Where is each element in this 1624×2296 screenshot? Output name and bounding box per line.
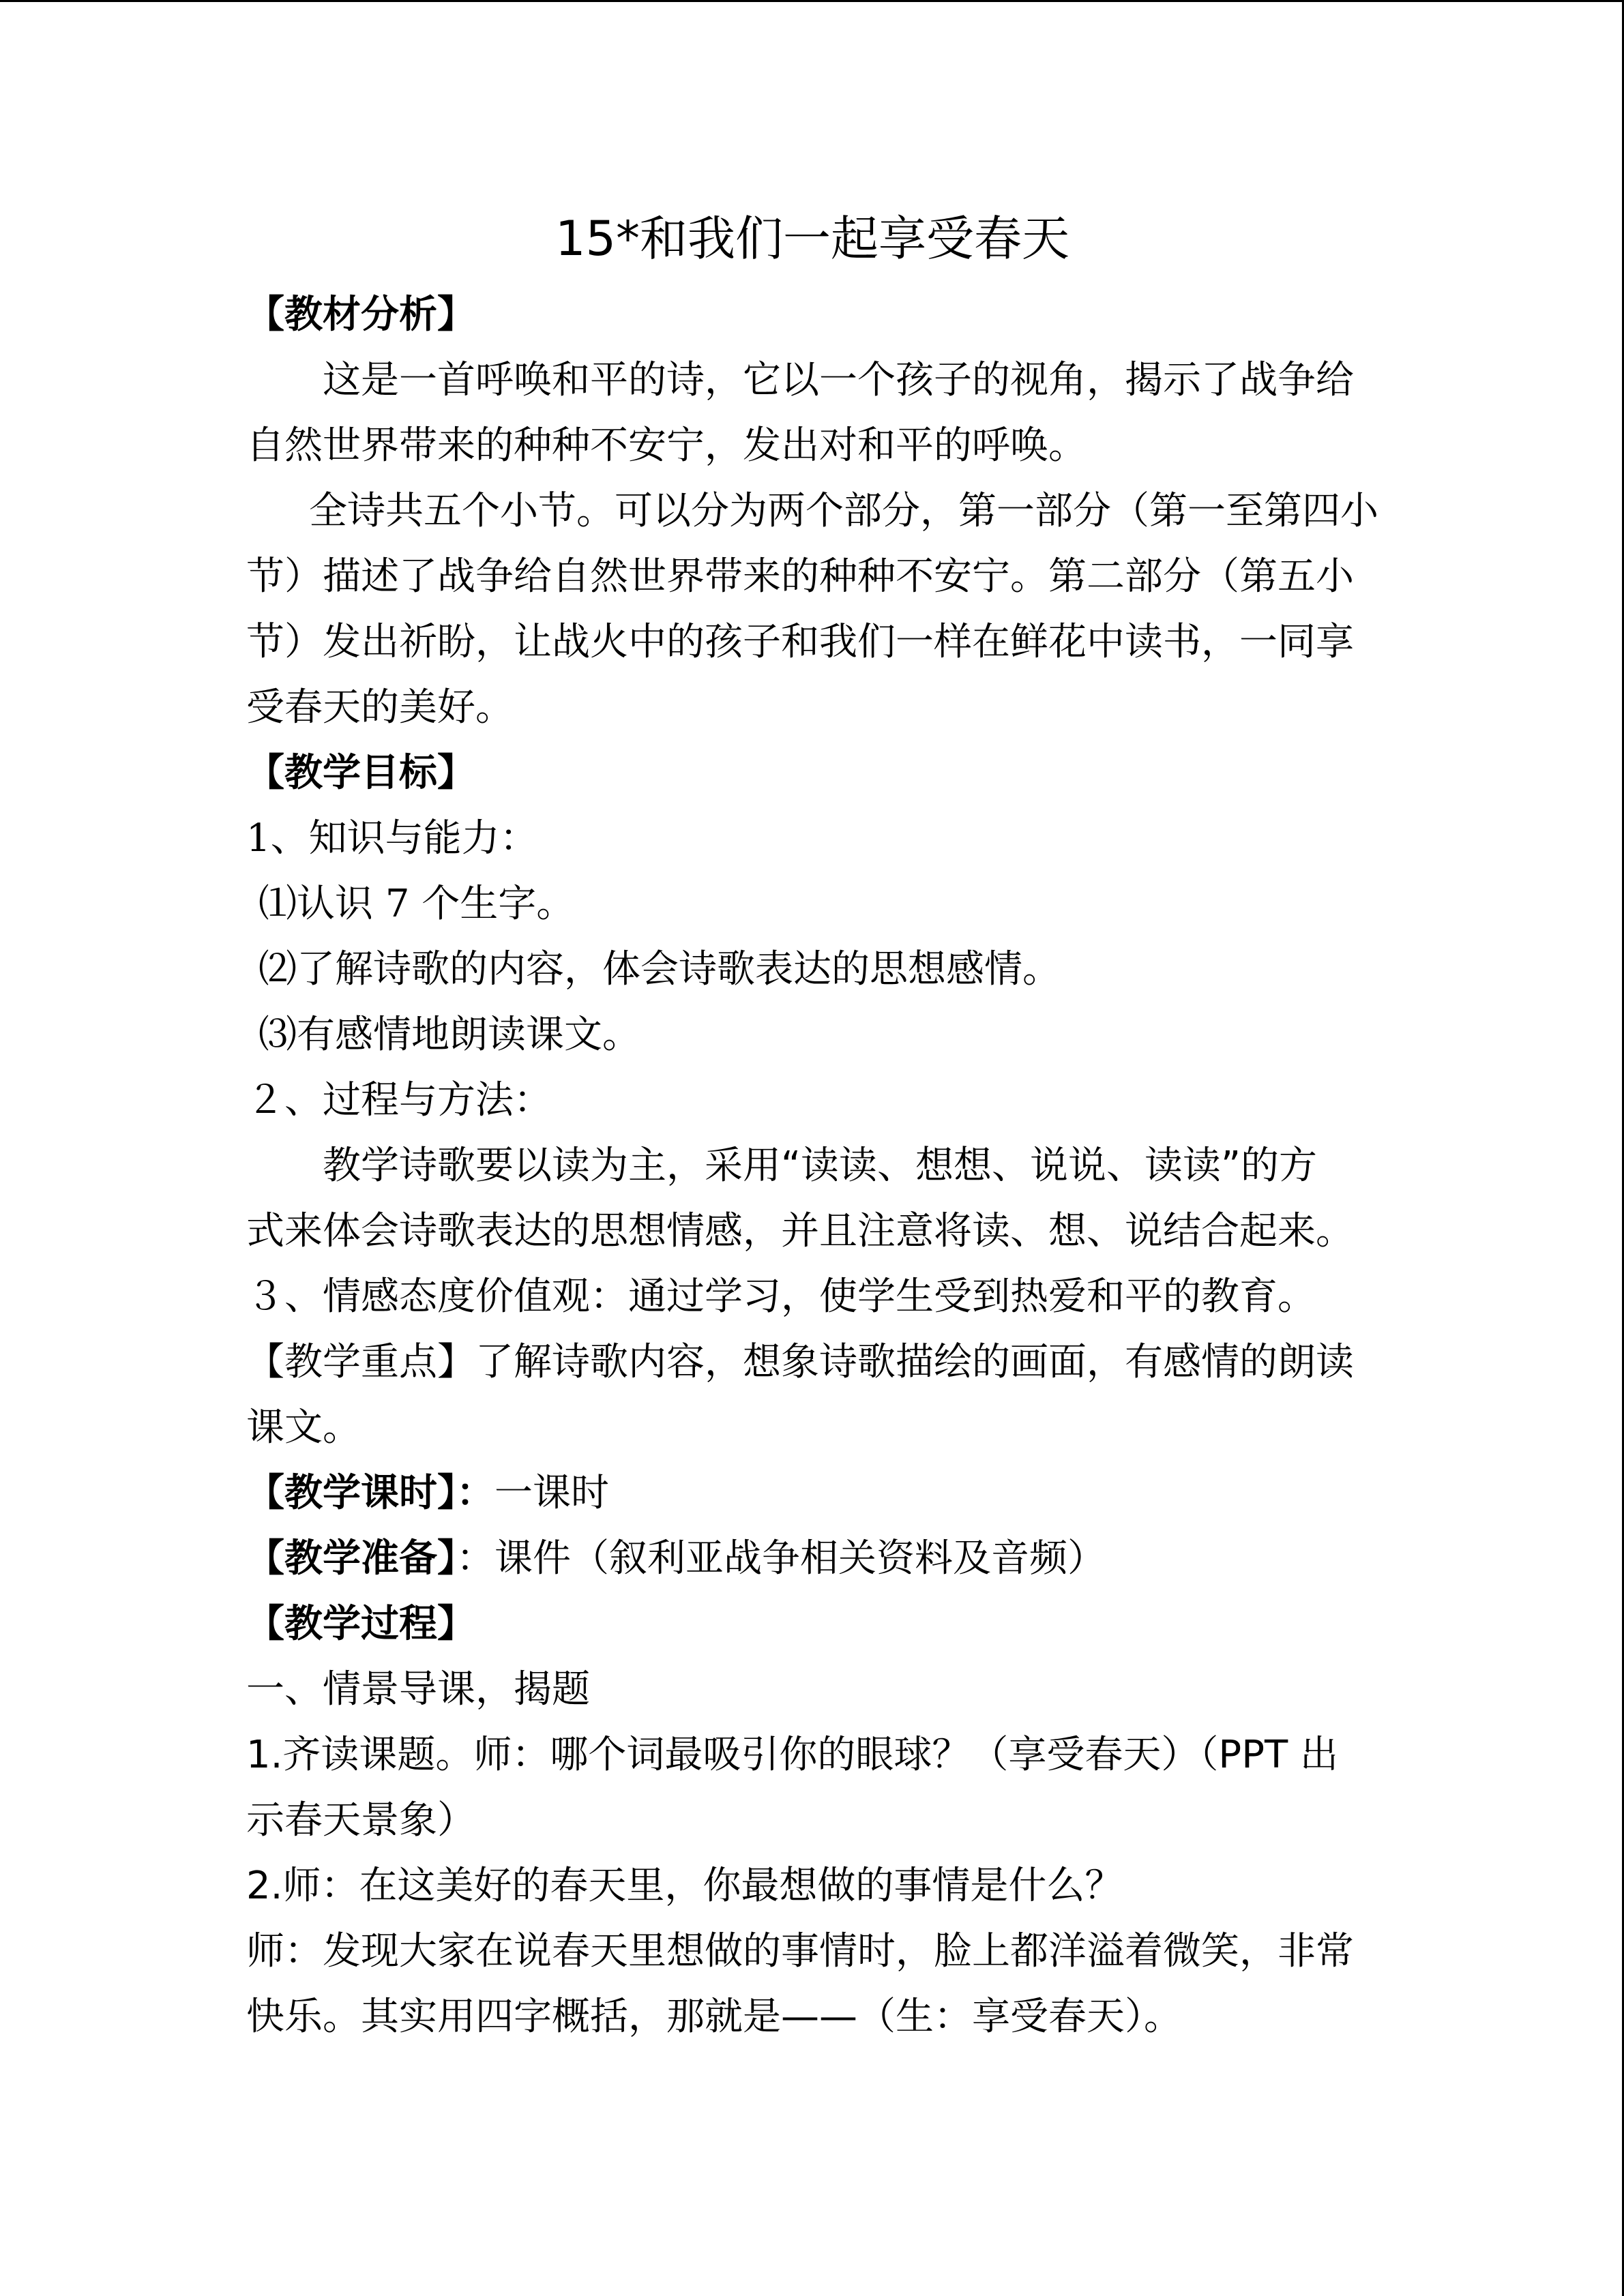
goal-2-paragraph-line-1: 教学诗歌要以读为主，采用“读读、想想、说说、读读”的方 <box>323 1144 1318 1188</box>
analysis-paragraph-2-line-3: 节）发出祈盼，让战火中的孩子和我们一样在鲜花中读书，一同享 <box>246 620 1354 664</box>
goal-1-item-1-number: 7 <box>385 882 410 926</box>
key-text-line-2: 课文。 <box>246 1405 361 1450</box>
goal-1-item-2-text: 了解诗歌的内容，体会诗歌表达的思想感情。 <box>297 947 1061 992</box>
goal-2: ２、过程与方法： <box>246 1078 552 1122</box>
period-heading: 【教学课时】： <box>246 1471 494 1515</box>
goal-1-item-3 <box>246 1002 1378 1068</box>
goal-1-item-2-mark: ⑵ <box>259 947 297 992</box>
goal-1-item-1 <box>246 871 1378 937</box>
goal-1 <box>246 806 1378 871</box>
goals-heading: 【教学目标】 <box>246 751 475 795</box>
process-heading: 【教学过程】 <box>246 1602 475 1646</box>
period-text: 一课时 <box>494 1471 609 1515</box>
analysis-paragraph-2-line-1: 全诗共五个小节。可以分为两个部分，第一部分（第一至第四小 <box>309 489 1378 533</box>
analysis-heading: 【教材分析】 <box>246 293 475 337</box>
preparation <box>246 1526 1378 1592</box>
analysis-paragraph-1-line-1: 这是一首呼唤和平的诗，它以一个孩子的视角，揭示了战争给 <box>323 358 1354 402</box>
goal-1-item-2 <box>246 937 1378 1002</box>
goal-1-item-1-text-a: 认识 <box>297 882 373 926</box>
goal-1-text: 、知识与能力： <box>270 816 538 861</box>
goal-2-paragraph-line-2: 式来体会诗歌表达的思想情感，并且注意将读、想、说结合起来。 <box>246 1209 1354 1253</box>
step-1-title: 一、情景导课，揭题 <box>246 1667 590 1712</box>
goal-1-item-3-text: 有感情地朗读课文。 <box>297 1013 640 1057</box>
step-1-paragraph-1-line-1: 1.齐读课题。师：哪个词最吸引你的眼球？（享受春天）（PPT 出 <box>246 1733 1338 1777</box>
goal-1-item-3-mark: ⑶ <box>259 1013 297 1057</box>
key-points <box>246 1330 1378 1395</box>
step-1-paragraph-2: 2.师：在这美好的春天里，你最想做的事情是什么？ <box>246 1864 1123 1908</box>
step-1-paragraph-3-line-2: 快乐。其实用四字概括，那就是——（生：享受春天）。 <box>246 1995 1182 2039</box>
analysis-paragraph-1-line-2: 自然世界带来的种种不安宁，发出对和平的呼唤。 <box>246 423 1087 468</box>
class-period <box>246 1461 1378 1526</box>
analysis-paragraph-2-line-4: 受春天的美好。 <box>246 685 514 730</box>
key-heading: 【教学重点】 <box>246 1340 475 1384</box>
page-title: 15*和我们一起享受春天 <box>555 211 1070 267</box>
goal-3: ３、情感态度价值观：通过学习，使学生受到热爱和平的教育。 <box>246 1274 1316 1319</box>
step-1-paragraph-3-line-1: 师：发现大家在说春天里想做的事情时，脸上都洋溢着微笑，非常 <box>246 1929 1354 1973</box>
goal-1-item-1-text-b: 个生字。 <box>422 882 575 926</box>
prep-text: ：课件（叙利亚战争相关资料及音频） <box>456 1536 1106 1581</box>
goal-1-item-1-mark: ⑴ <box>259 882 297 926</box>
goal-1-number: 1 <box>246 816 271 861</box>
document-body <box>246 282 1378 2050</box>
step-1-paragraph-1-line-2: 示春天景象） <box>246 1798 475 1843</box>
prep-heading: 【教学准备】 <box>246 1536 456 1581</box>
page-border-top <box>0 0 1624 2</box>
key-text-line-1: 了解诗歌内容，想象诗歌描绘的画面，有感情的朗读 <box>475 1340 1354 1384</box>
analysis-paragraph-2-line-2: 节）描述了战争给自然世界带来的种种不安宁。第二部分（第五小 <box>246 554 1354 599</box>
